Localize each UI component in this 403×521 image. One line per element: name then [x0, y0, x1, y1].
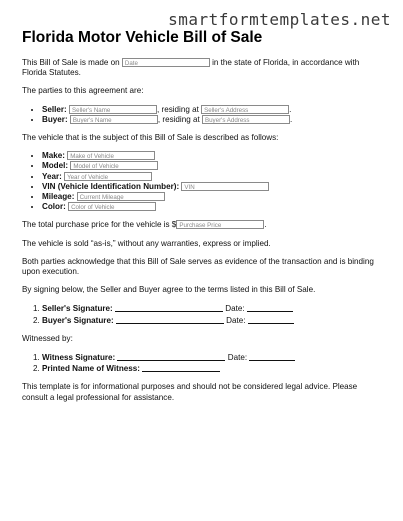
vin-field[interactable]: VIN — [181, 182, 269, 191]
model-field[interactable]: Model of Vehicle — [70, 161, 158, 170]
as-is-paragraph: The vehicle is sold “as-is,” without any warranties, express or implied. — [22, 238, 271, 248]
mileage-label: Mileage: — [42, 192, 75, 202]
buyer-signature-line[interactable] — [116, 315, 224, 324]
seller-name-field[interactable]: Seller's Name — [69, 105, 157, 114]
buyer-name-field[interactable]: Buyer's Name — [70, 115, 158, 124]
buyer-date-label: Date: — [226, 315, 246, 325]
buyer-signature-label: Buyer's Signature: — [42, 315, 114, 325]
vehicle-color-row — [42, 202, 384, 212]
purchase-price-field[interactable]: Purchase Price — [176, 220, 264, 229]
seller-residing-text: , residing at — [157, 104, 199, 114]
make-label: Make: — [42, 151, 65, 161]
witness-printed-name-row — [42, 363, 384, 374]
seller-row: • Seller: Seller's Name , residing at Seller's Address . — [42, 105, 384, 115]
buyer-date-line[interactable] — [248, 315, 294, 324]
color-label: Color: — [42, 202, 66, 212]
vehicle-year-row — [42, 172, 384, 182]
buyer-address-field[interactable]: Buyer's Address — [202, 115, 290, 124]
intro-paragraph — [22, 58, 384, 78]
seller-label: Seller: — [42, 104, 67, 114]
seller-date-line[interactable] — [247, 303, 293, 312]
date-field[interactable]: Date — [122, 58, 210, 67]
vehicle-mileage-row — [42, 192, 384, 202]
vehicle-details-list — [22, 151, 384, 212]
color-field[interactable]: Color of Vehicle — [68, 202, 156, 211]
intro-after: in the state of Florida, in accordance with Florida Statutes. — [22, 58, 360, 78]
year-label: Year: — [42, 171, 62, 181]
signing-intro-paragraph: By signing below, the Seller and Buyer agree to the terms listed in this Bill of Sale. — [22, 285, 316, 295]
document-title: Florida Motor Vehicle Bill of Sale — [22, 29, 263, 46]
witness-date-label: Date: — [227, 353, 248, 363]
vehicle-vin-row — [42, 182, 384, 192]
mileage-field[interactable]: Current Mileage — [77, 192, 165, 201]
buyer-label: Buyer: — [42, 114, 68, 124]
parties-list — [22, 105, 384, 125]
seller-address-field[interactable]: Seller's Address — [201, 105, 289, 114]
witness-list — [22, 352, 384, 374]
bill-of-sale-document — [22, 29, 384, 411]
vin-label: VIN (Vehicle Identification Number): — [42, 181, 180, 191]
witness-signature-label: Witness Signature: — [42, 353, 116, 363]
intro-before: This Bill of Sale is made on — [22, 58, 120, 67]
witness-date-line[interactable] — [249, 352, 295, 361]
vehicle-make-row — [42, 151, 384, 161]
vehicle-model-row — [42, 161, 384, 171]
seller-signature-label: Seller's Signature: — [42, 304, 113, 314]
witness-signature-row — [42, 352, 384, 363]
price-text: The total purchase price for the vehicle is $ — [22, 220, 177, 230]
vehicle-heading: The vehicle that is the subject of this Bill of Sale is described as follows: — [22, 133, 279, 143]
site-watermark: smartformtemplates.net — [168, 10, 391, 29]
witness-printed-name-label: Printed Name of Witness: — [42, 364, 140, 374]
price-paragraph: The total purchase price for the vehicle is $ Purchase Price . — [22, 220, 267, 230]
witness-signature-line[interactable] — [117, 352, 225, 361]
make-field[interactable]: Make of Vehicle — [67, 151, 155, 160]
buyer-residing-text: , residing at — [157, 114, 200, 124]
witness-printed-name-line[interactable] — [142, 363, 220, 372]
acknowledge-paragraph: Both parties acknowledge that this Bill of Sale serves as evidence of the transaction and is binding upon execution. — [22, 256, 374, 277]
disclaimer-paragraph: This template is for informational purposes and should not be considered legal advice. Please consult a legal professional for assistance. — [22, 382, 358, 402]
parties-heading: The parties to this agreement are: — [22, 86, 144, 96]
seller-signature-line[interactable] — [115, 303, 223, 312]
witness-heading: Witnessed by: — [22, 333, 73, 343]
year-field[interactable]: Year of Vehicle — [64, 172, 152, 181]
signature-list — [22, 303, 384, 325]
seller-date-label: Date: — [225, 304, 245, 314]
buyer-signature-row — [42, 315, 384, 326]
buyer-row: • Buyer: Buyer's Name , residing at Buyer's Address . — [42, 115, 384, 125]
seller-signature-row — [42, 303, 384, 314]
model-label: Model: — [42, 161, 69, 171]
